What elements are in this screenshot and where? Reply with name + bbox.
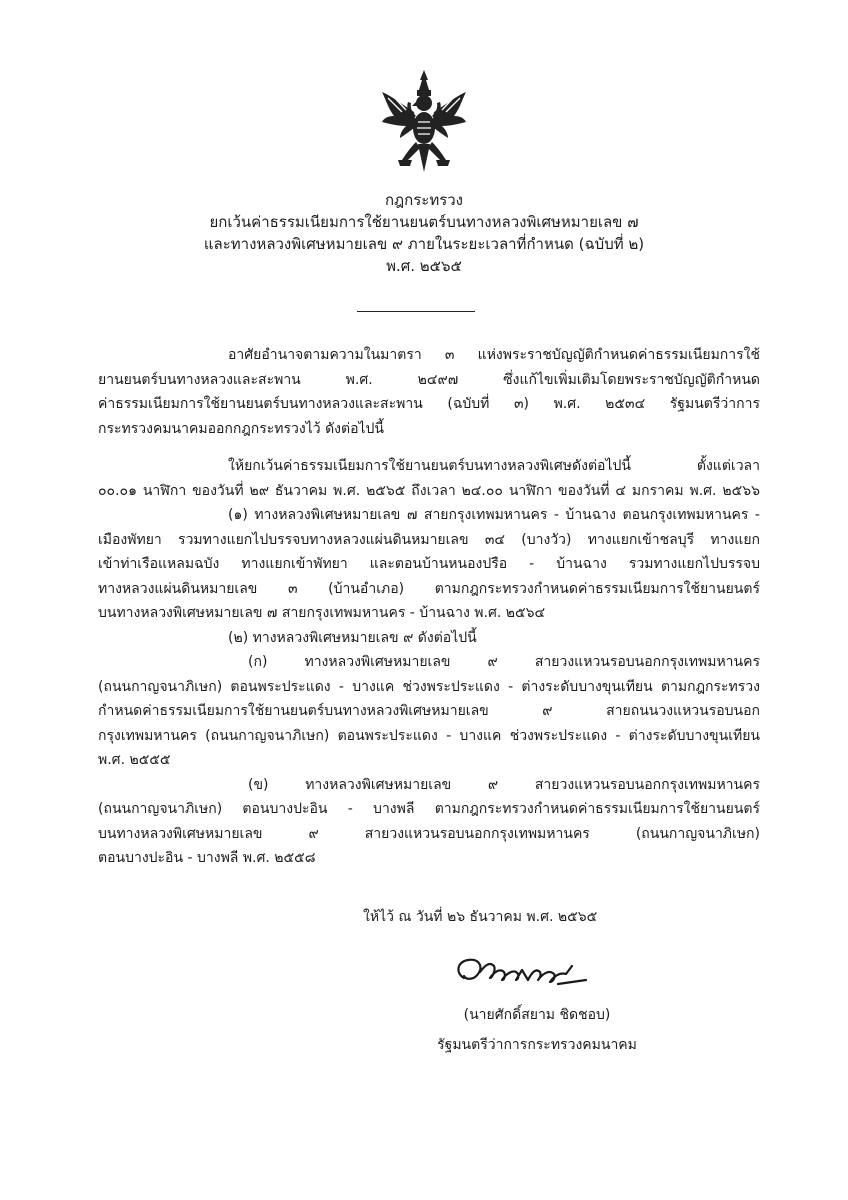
provision-line: (๒) ทางหลวงพิเศษหมายเลข ๙ ดังต่อไปนี้ <box>228 629 477 646</box>
provision-line: บนทางหลวงพิเศษหมายเลข ๗ สายกรุงเทพมหานคร - บ้านฉาง พ.ศ. ๒๕๖๔ <box>98 605 546 621</box>
main-provisions <box>98 454 760 871</box>
provision-line: (ถนนกาญจนาภิเษก) ตอนพระประแดง - บางแค ช่วงพระประแดง - ต่างระดับบางขุนเทียน ตามกฎกระทรวง <box>98 678 760 695</box>
provision-line: เมืองพัทยา รวมทางแยกไปบรรจบทางหลวงแผ่นดินหมายเลข ๓๔ (บางวัว) ทางแยกเข้าชลบุรี ทางแยก <box>98 531 760 548</box>
provision-line: (ถนนกาญจนาภิเษก) ตอนบางปะอิน - บางพลี ตามกฎกระทรวงกำหนดค่าธรรมเนียมการใช้ยานยนตร์ <box>98 801 760 817</box>
signature-block <box>372 1000 702 1060</box>
signer-position: รัฐมนตรีว่าการกระทรวงคมนาคม <box>437 1037 637 1053</box>
document-year: พ.ศ. ๒๕๖๕ <box>386 257 462 275</box>
provision-line: กรุงเทพมหานคร (ถนนกาญจนาภิเษก) ตอนพระประแดง - บางแค ช่วงพระประแดง - ต่างระดับบางขุนเทียน <box>98 727 760 744</box>
given-date <box>98 905 760 930</box>
document-title-line-2: และทางหลวงพิเศษหมายเลข ๙ ภายในระยะเวลาที่กำหนด (ฉบับที่ ๒) <box>203 235 645 253</box>
signer-name: (นายศักดิ์สยาม ชิดชอบ) <box>463 1007 611 1023</box>
provision-line: (๑) ทางหลวงพิเศษหมายเลข ๗ สายกรุงเทพมหานคร - บ้านฉาง ตอนกรุงเทพมหานคร - <box>228 507 760 523</box>
preamble-line: ยานยนตร์บนทางหลวงและสะพาน พ.ศ. ๒๔๙๗ ซึ่งแก้ไขเพิ่มเติมโดยพระราชบัญญัติกำหนด <box>98 371 760 388</box>
garuda-emblem-icon <box>376 68 472 176</box>
provision-line: (ก) ทางหลวงพิเศษหมายเลข ๙ สายวงแหวนรอบนอกกรุงเทพมหานคร <box>248 654 760 670</box>
preamble-line: ค่าธรรมเนียมการใช้ยานยนตร์บนทางหลวงและสะพาน (ฉบับที่ ๓) พ.ศ. ๒๕๓๔ รัฐมนตรีว่าการ <box>98 396 760 412</box>
provision-line: ทางหลวงแผ่นดินหมายเลข ๓ (บ้านอำเภอ) ตามกฎกระทรวงกำหนดค่าธรรมเนียมการใช้ยานยนตร์ <box>98 580 760 597</box>
preamble-line: กระทรวงคมนาคมออกกฎกระทรวงไว้ ดังต่อไปนี้ <box>98 420 384 437</box>
provision-line: บนทางหลวงพิเศษหมายเลข ๙ สายวงแหวนรอบนอกกรุงเทพมหานคร (ถนนกาญจนาภิเษก) <box>98 825 760 842</box>
provision-line: (ข) ทางหลวงพิเศษหมายเลข ๙ สายวงแหวนรอบนอกกรุงเทพมหานคร <box>248 776 760 793</box>
preamble-paragraph <box>98 343 760 441</box>
provision-line: เข้าท่าเรือแหลมฉบัง ทางแยกเข้าพัทยา และตอนบ้านหนองปรือ - บ้านฉาง รวมทางแยกไปบรรจบ <box>98 556 760 572</box>
preamble-line: อาศัยอำนาจตามความในมาตรา ๓ แห่งพระราชบัญญัติกำหนดค่าธรรมเนียมการใช้ <box>228 347 760 363</box>
provision-line: กำหนดค่าธรรมเนียมการใช้ยานยนตร์บนทางหลวงพิเศษหมายเลข ๙ สายถนนวงแหวนรอบนอก <box>98 703 760 719</box>
given-date-line: ให้ไว้ ณ วันที่ ๒๖ ธันวาคม พ.ศ. ๒๕๖๕ <box>363 909 598 925</box>
provision-line: ๐๐.๐๑ นาฬิกา ของวันที่ ๒๙ ธันวาคม พ.ศ. ๒๕๖๕ ถึงเวลา ๒๔.๐๐ นาฬิกา ของวันที่ ๔ มกราคม พ.ศ. ๒๕๖๖ <box>98 482 760 499</box>
header-divider <box>357 311 475 312</box>
handwritten-signature-icon <box>450 948 600 994</box>
document-title-line-1: ยกเว้นค่าธรรมเนียมการใช้ยานยนตร์บนทางหลวงพิเศษหมายเลข ๗ <box>209 213 639 231</box>
document-header <box>0 189 848 277</box>
document-type: กฎกระทรวง <box>384 191 464 209</box>
provision-line: พ.ศ. ๒๕๕๕ <box>98 752 171 768</box>
provision-line: ตอนบางปะอิน - บางพลี พ.ศ. ๒๕๕๘ <box>98 850 316 866</box>
provision-line: ให้ยกเว้นค่าธรรมเนียมการใช้ยานยนตร์บนทางหลวงพิเศษดังต่อไปนี้ ตั้งแต่เวลา <box>228 458 760 474</box>
